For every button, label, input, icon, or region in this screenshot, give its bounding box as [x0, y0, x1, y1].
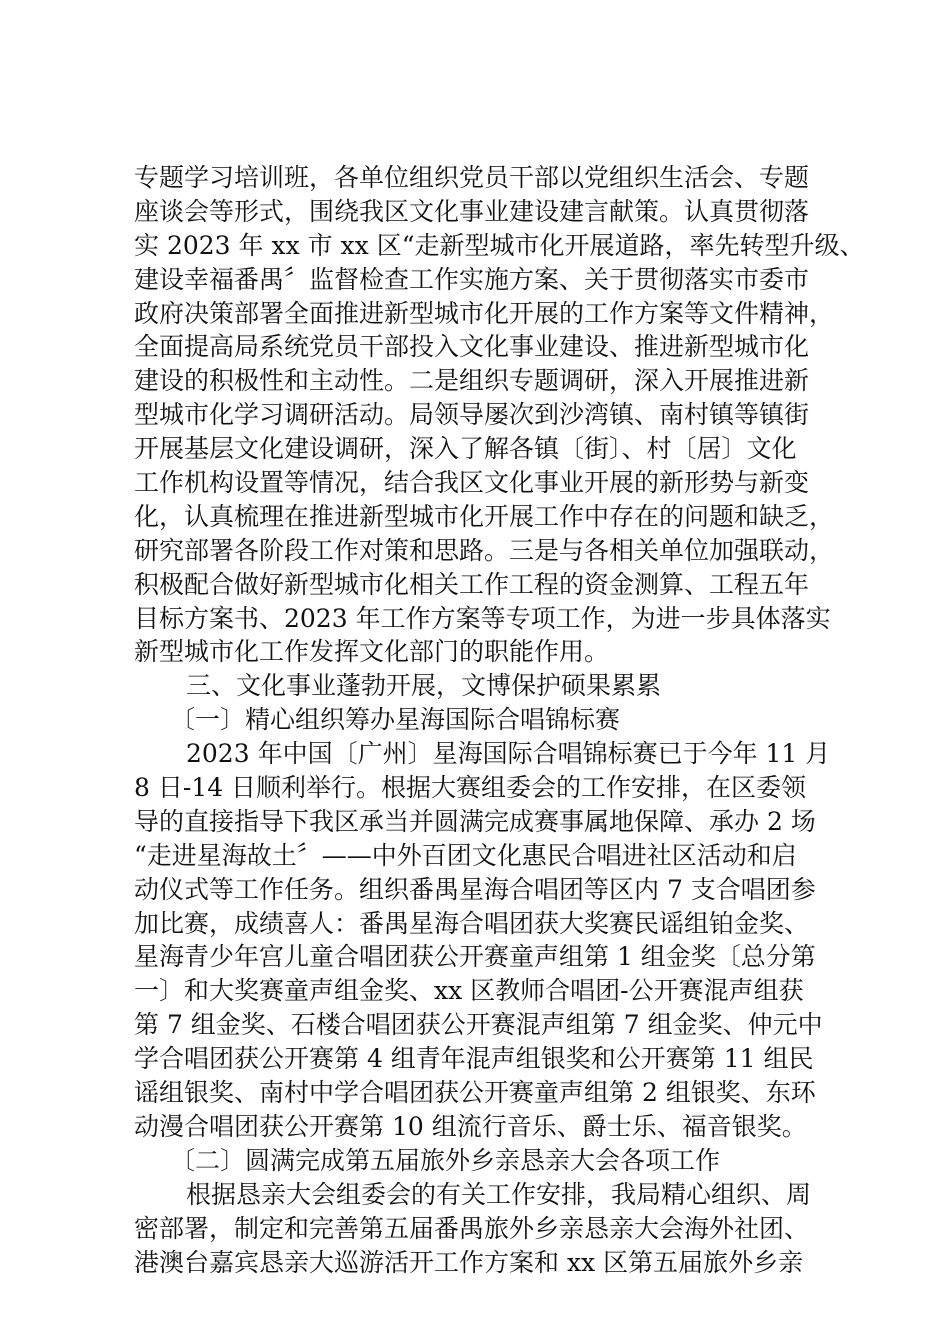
section-heading-3: 三、文化事业蓬勃开展，文博保护硕果累累 [186, 671, 662, 701]
para-1-line: 动漫合唱团获公开赛第 10 组流行音乐、爵士乐、福音银奖。 [134, 1111, 807, 1141]
para-2-line: 根据恳亲大会组委会的有关工作安排，我局精心组织、周 [186, 1179, 812, 1209]
para-1-line: 星海青少年宫儿童合唱团获公开赛童声组第 1 组金奖〔总分第 [134, 942, 816, 972]
para-1-line: 谣组银奖、南村中学合唱团获公开赛童声组第 2 组银奖、东环 [134, 1078, 816, 1108]
para-2-line: 密部署，制定和完善第五届番禺旅外乡亲恳亲大会海外社团、 [134, 1213, 810, 1243]
para-1-line: 导的直接指导下我区承当并圆满完成赛事属地保障、承办 2 场 [134, 806, 816, 836]
para-1-line: 一〕和大奖赛童声组金奖、xx 区教师合唱团-公开赛混声组获 [134, 976, 804, 1006]
document-body [134, 161, 865, 1279]
body-line: 化，认真梳理在推进新型城市化开展工作中存在的问题和缺乏， [134, 501, 835, 531]
para-1-line: 2023 年中国〔广州〕星海国际合唱锦标赛已于今年 11 月 [186, 739, 831, 769]
body-line: 研究部署各阶段工作对策和思路。三是与各相关单位加强联动， [134, 535, 835, 565]
para-2-line: 港澳台嘉宾恳亲大巡游活开工作方案和 xx 区第五届旅外乡亲 [134, 1247, 804, 1277]
para-1-line: 加比赛，成绩喜人：番禺星海合唱团获大奖赛民谣组铂金奖、 [134, 908, 810, 938]
para-1-line: 8 日-14 日顺利举行。根据大赛组委会的工作安排，在区委领 [134, 773, 807, 803]
body-line: 全面提高局系统党员干部投入文化事业建设、推进新型城市化 [134, 332, 810, 362]
body-line: 开展基层文化建设调研，深入了解各镇〔街〕、村〔居〕文化 [134, 434, 797, 464]
body-line: 新型城市化工作发挥文化部门的职能作用。 [134, 637, 610, 667]
body-line: 专题学习培训班，各单位组织党员干部以党组织生活会、专题 [134, 163, 810, 192]
body-line: 座谈会等形式，围绕我区文化事业建设建言献策。认真贯彻落 [134, 196, 810, 226]
body-line: 工作机构设置等情况，结合我区文化事业开展的新形势与新变 [134, 468, 810, 498]
subheading-1: 〔一〕精心组织筹办星海国际合唱锦标赛 [170, 705, 621, 735]
body-line: 型城市化学习调研活动。局领导屡次到沙湾镇、南村镇等镇街 [134, 400, 810, 430]
para-1-line: “走进星海故土〞——中外百团文化惠民合唱进社区活动和启 [134, 840, 797, 870]
body-line: 政府决策部署全面推进新型城市化开展的工作方案等文件精神， [134, 298, 835, 328]
para-1-line: 学合唱团获公开赛第 4 组青年混声组银奖和公开赛第 11 组民 [134, 1044, 814, 1074]
body-line: 建设幸福番禺〞监督检查工作实施方案、关于贯彻落实市委市 [134, 264, 810, 294]
body-line: 目标方案书、2023 年工作方案等专项工作，为进一步具体落实 [134, 603, 831, 633]
para-1-line: 动仪式等工作任务。组织番禺星海合唱团等区内 7 支合唱团参 [134, 874, 816, 904]
body-line: 积极配合做好新型城市化相关工作工程的资金测算、工程五年 [134, 569, 810, 599]
body-line: 实 2023 年 xx 市 xx 区“走新型城市化开展道路，率先转型升级、 [134, 230, 865, 260]
body-line: 建设的积极性和主动性。二是组织专题调研，深入开展推进新 [134, 366, 810, 396]
subheading-2: 〔二〕圆满完成第五届旅外乡亲恳亲大会各项工作 [170, 1145, 721, 1175]
para-1-line: 第 7 组金奖、石楼合唱团获公开赛混声组第 7 组金奖、仲元中 [134, 1010, 823, 1040]
